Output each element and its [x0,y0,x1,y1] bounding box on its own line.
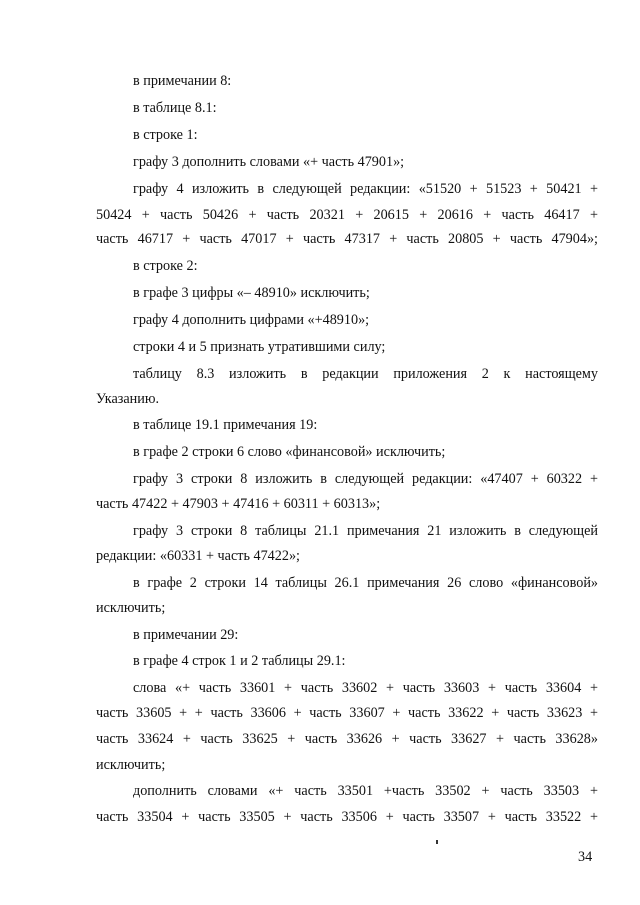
text-line: редакции: «60331 + часть 47422»; [96,548,300,564]
text-line: таблицу 8.3 изложить в редакции приложения 2 к настоящему [133,366,598,382]
text-line: в строке 2: [133,258,198,274]
text-line: в примечании 29: [133,627,239,643]
text-line: строки 4 и 5 признать утратившими силу; [133,339,386,355]
text-line: в графе 4 строк 1 и 2 таблицы 29.1: [133,653,346,669]
text-line: часть 33624 + часть 33625 + часть 33626 + часть 33627 + часть 33628» [96,731,598,747]
text-line: графу 4 изложить в следующей редакции: «51520 + 51523 + 50421 + [133,181,598,197]
text-line: часть 47422 + 47903 + 47416 + 60311 + 60313»; [96,496,381,512]
text-line: графу 4 дополнить цифрами «+48910»; [133,312,370,328]
text-line: графу 3 строки 8 изложить в следующей редакции: «47407 + 60322 + [133,471,598,487]
text-line: графу 3 строки 8 таблицы 21.1 примечания 21 изложить в следующей [133,523,598,539]
scan-speck [436,840,438,844]
text-line: 50424 + часть 50426 + часть 20321 + 20615 + 20616 + часть 46417 + [96,207,598,223]
text-line: в графе 2 строки 6 слово «финансовой» исключить; [133,444,446,460]
text-line: часть 33504 + часть 33505 + часть 33506 + часть 33507 + часть 33522 + [96,809,598,825]
text-line: в строке 1: [133,127,198,143]
text-line: слова «+ часть 33601 + часть 33602 + часть 33603 + часть 33604 + [133,680,598,696]
text-line: в примечании 8: [133,73,232,89]
text-line: дополнить словами «+ часть 33501 +часть 33502 + часть 33503 + [133,783,598,799]
page-number: 34 [578,849,593,865]
text-line: исключить; [96,600,166,616]
text-line: Указанию. [96,391,160,407]
text-line: исключить; [96,757,166,773]
text-line: в графе 3 цифры «– 48910» исключить; [133,285,370,301]
text-line: часть 46717 + часть 47017 + часть 47317 + часть 20805 + часть 47904»; [96,231,598,247]
text-line: в таблице 19.1 примечания 19: [133,417,318,433]
text-line: в графе 2 строки 14 таблицы 26.1 примечания 26 слово «финансовой» [133,575,598,591]
text-line: часть 33605 + + часть 33606 + часть 33607 + часть 33622 + часть 33623 + [96,705,598,721]
text-line: графу 3 дополнить словами «+ часть 47901»; [133,154,405,170]
text-line: в таблице 8.1: [133,100,217,116]
